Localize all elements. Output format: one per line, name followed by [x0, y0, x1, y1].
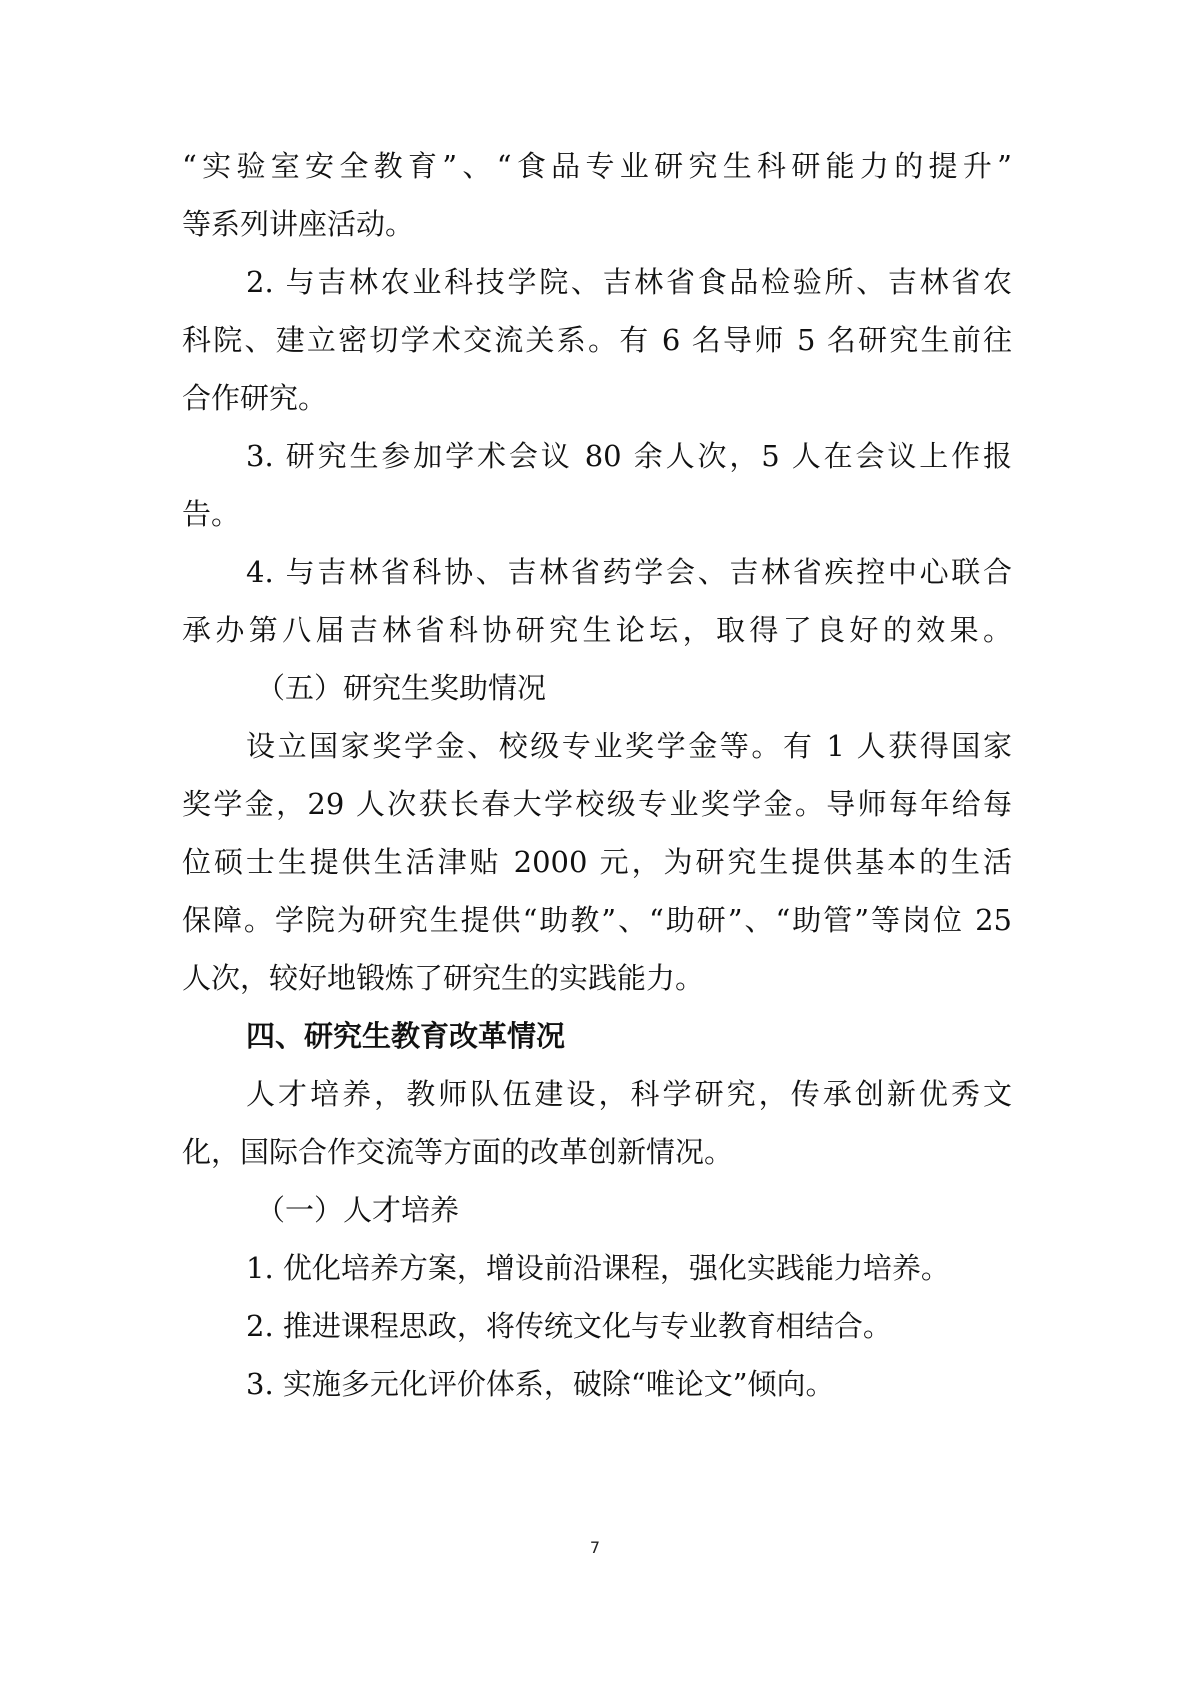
- paragraph-line: 奖学金，29 人次获长春大学校级专业奖学金。导师每年给每: [182, 787, 1012, 821]
- paragraph-line: 科院、建立密切学术交流关系。有 6 名导师 5 名研究生前往: [182, 323, 1012, 357]
- section-heading: 四、研究生教育改革情况: [246, 1019, 566, 1053]
- paragraph-line: 4. 与吉林省科协、吉林省药学会、吉林省疾控中心联合: [246, 555, 1012, 589]
- paragraph-line: 保障。学院为研究生提供“助教”、“助研”、“助管”等岗位 25: [182, 903, 1012, 937]
- section-subheading: （五）研究生奖助情况: [256, 671, 547, 705]
- section-subheading: （一）人才培养: [256, 1193, 460, 1227]
- paragraph-line: 人才培养，教师队伍建设，科学研究，传承创新优秀文: [246, 1077, 1012, 1111]
- list-item: 2. 推进课程思政，将传统文化与专业教育相结合。: [246, 1309, 892, 1343]
- paragraph-line: 化，国际合作交流等方面的改革创新情况。: [182, 1135, 734, 1169]
- paragraph-line: 3. 研究生参加学术会议 80 余人次，5 人在会议上作报: [246, 439, 1012, 473]
- paragraph-line: 位硕士生提供生活津贴 2000 元，为研究生提供基本的生活: [182, 845, 1012, 879]
- paragraph-line: 告。: [182, 497, 241, 531]
- paragraph-line: 承办第八届吉林省科协研究生论坛，取得了良好的效果。: [182, 613, 1012, 647]
- paragraph-line: 人次，较好地锻炼了研究生的实践能力。: [182, 961, 705, 995]
- list-item: 3. 实施多元化评价体系，破除“唯论文”倾向。: [246, 1367, 835, 1401]
- paragraph-line: 等系列讲座活动。: [182, 207, 415, 241]
- paragraph-line: 合作研究。: [182, 381, 328, 415]
- paragraph-line: 设立国家奖学金、校级专业奖学金等。有 1 人获得国家: [246, 729, 1012, 763]
- page-number: 7: [589, 1538, 601, 1557]
- paragraph-line: “实验室安全教育”、“食品专业研究生科研能力的提升”: [182, 149, 1012, 183]
- list-item: 1. 优化培养方案，增设前沿课程，强化实践能力培养。: [246, 1251, 950, 1285]
- paragraph-line: 2. 与吉林农业科技学院、吉林省食品检验所、吉林省农: [246, 265, 1012, 299]
